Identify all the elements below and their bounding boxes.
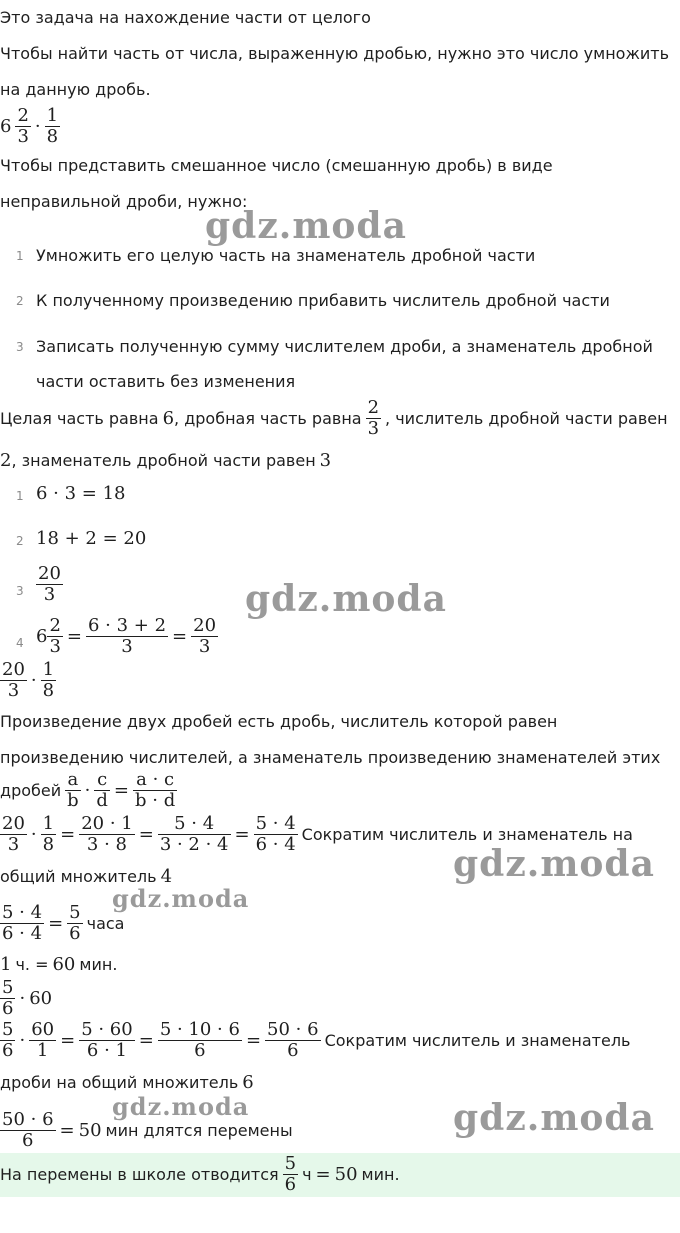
step-number: 2 (16, 534, 24, 548)
fraction-20-3: $\frac{20}{3}$ (38, 563, 61, 605)
watermark: gdz.moda (245, 578, 447, 620)
step-number: 2 (16, 294, 24, 308)
expr-product: $\frac{20}{3}$ · $\frac{1}{8}$ (2, 659, 55, 701)
step-number: 1 (16, 489, 24, 503)
step-item: Записать полученную сумму числителем дроби, а знаменатель дробной (36, 337, 653, 356)
product-rule-a: Произведение двух дробей есть дробь, числитель которой равен (0, 712, 558, 731)
parts-line: Целая часть равна 6 , дробная часть равна $\frac{2}{3}$ , числитель дробной части равен (0, 397, 668, 439)
expr-minutes: $\frac{5}{6}$ · 60 (2, 977, 53, 1019)
rule2-line-a: Чтобы представить смешанное число (смешанную дробь) в виде (0, 156, 553, 175)
rule1-line-b: на данную дробь. (0, 80, 151, 99)
answer-line: На перемены в школе отводится $\frac{5}{6}$ ч = 50 мин. (0, 1153, 400, 1195)
step-item: Умножить его целую часть на знаменатель дробной части (36, 246, 536, 265)
calc-product: $\frac{20}{3}$ · $\frac{1}{8}$ = $\frac{20 \cdot 1}{3 \cdot 8}$ = $\frac{5 \cdot 4}{3 \cdot 2 \cdot 4}$ = $\frac{5 \cdot 4}{6 \cdot 4}$ Сократим числитель и знаменатель на (2, 813, 633, 855)
calc-step (36, 564, 67, 605)
watermark: gdz.moda (205, 205, 407, 247)
watermark: gdz.moda (112, 1092, 250, 1121)
fraction-1-8: $\frac{1}{8}$ (46, 105, 59, 147)
rule1-line-a: Чтобы найти часть от числа, выраженную дробью, нужно это число умножить (0, 44, 669, 63)
parts-line-2: 2 , знаменатель дробной части равен 3 (0, 450, 332, 471)
fraction-2-3: $\frac{2}{3}$ (367, 397, 380, 439)
step-item: К полученному произведению прибавить числитель дробной части (36, 291, 610, 310)
breaks-result: $\frac{50 \cdot 6}{6}$ = 50 мин длятся перемены (2, 1109, 293, 1151)
fraction-2-3: $\frac{2}{3}$ (17, 105, 29, 147)
intro-line: Это задача на нахождение части от целого (0, 8, 371, 27)
whole-number: 6 (0, 116, 12, 137)
common-factor-line-2: дроби на общий множитель 6 (0, 1072, 254, 1093)
calc-minutes: $\frac{5}{6}$ · $\frac{60}{1}$ = $\frac{5 \cdot 60}{6 \cdot 1}$ = $\frac{5 \cdot 10 \cdot 6}{6}$ = $\frac{50 \cdot 6}{6}$ Сократим числитель и знаменатель (2, 1019, 631, 1061)
watermark: gdz.moda (453, 843, 655, 885)
step-number: 1 (16, 249, 24, 263)
reduced-result: $\frac{5 \cdot 4}{6 \cdot 4}$ = $\frac{5}{6}$ часа (2, 902, 125, 944)
hour-equivalence: 1 ч. = 60 мин. (0, 954, 118, 975)
step-number: 4 (16, 636, 24, 650)
calc-step: 18 + 2 = 20 (36, 528, 147, 549)
rule2-line-b: неправильной дроби, нужно: (0, 192, 248, 211)
step-number: 3 (16, 584, 24, 598)
calc-step: 6 $\frac{2}{3}$ = $\frac{6 \cdot 3 + 2}{3}$ = $\frac{20}{3}$ (36, 615, 217, 657)
calc-step: 6 · 3 = 18 (36, 483, 126, 504)
product-rule-b: произведению числителей, а знаменатель произведению знаменателей этих (0, 748, 661, 767)
step-item-cont: части оставить без изменения (36, 372, 296, 391)
common-factor-line: общий множитель 4 (0, 866, 173, 887)
step-number: 3 (16, 340, 24, 354)
expr-mixed-times-eighth: 6 $\frac{2}{3}$ · $\frac{1}{8}$ (0, 105, 59, 147)
watermark: gdz.moda (453, 1097, 655, 1139)
watermark: gdz.moda (112, 884, 250, 913)
product-formula: дробей $\frac{a}{b}$ · $\frac{c}{d}$ = $\frac{a \cdot c}{b \cdot d}$ (0, 769, 176, 811)
